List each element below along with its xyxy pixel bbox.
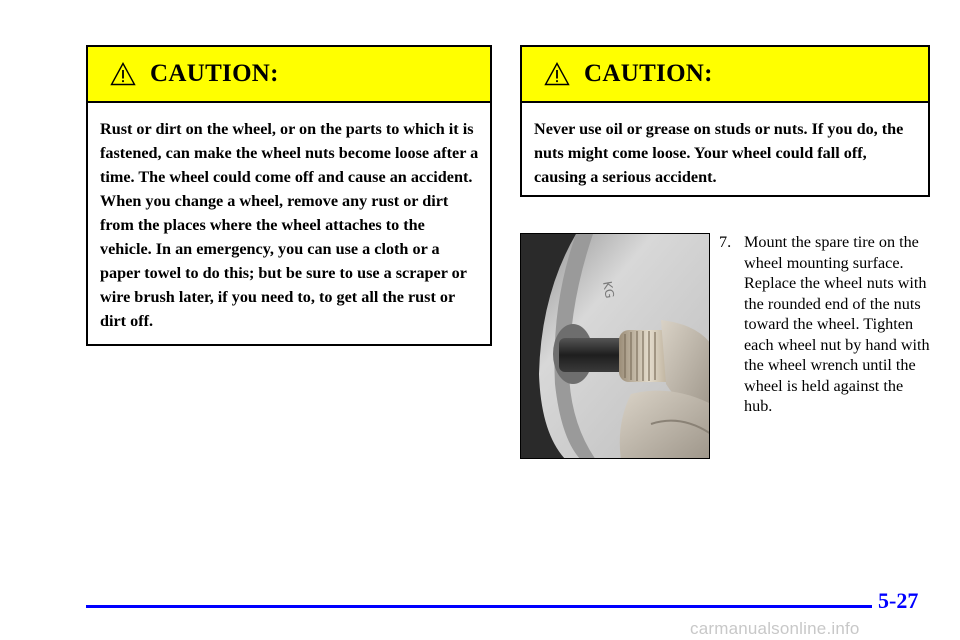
warning-triangle-icon <box>544 62 570 86</box>
caution-header <box>88 47 490 103</box>
caution-title: CAUTION: <box>584 60 713 87</box>
caution-header <box>522 47 928 103</box>
warning-triangle-icon <box>110 62 136 86</box>
page-number: 5-27 <box>878 588 919 613</box>
step-text: Mount the spare tire on the wheel mounting surface. Replace the wheel nuts with the rounded end of the nuts toward the wheel. Tighten each wheel nut by hand with the wheel wrench until the wheel is held against the hub. <box>744 233 930 415</box>
instruction-step <box>719 232 934 417</box>
footer-rule <box>86 605 872 608</box>
svg-text:KG: KG <box>600 280 617 300</box>
caution-title: CAUTION: <box>150 60 279 87</box>
wheel-nut-photo <box>520 233 710 459</box>
caution-box-oil <box>520 45 930 197</box>
caution-text: Rust or dirt on the wheel, or on the parts to which it is fastened, can make the wheel nuts become loose after a time. The wheel could come off and cause an accident. When you change a wheel, remove any rust or dirt from the places where the wheel attaches to the vehicle. In an emergency, you can use a cloth or a paper towel to do this; but be sure to use a scraper or wire brush later, if you need to, to get all the rust or dirt off. <box>100 120 479 330</box>
caution-text: Never use oil or grease on studs or nuts. If you do, the nuts might come loose. Your wheel could fall off, causing a serious accident. <box>534 120 904 186</box>
step-number: 7. <box>719 233 732 251</box>
caution-box-rust <box>86 45 492 346</box>
watermark: carmanualsonline.info <box>690 619 860 638</box>
